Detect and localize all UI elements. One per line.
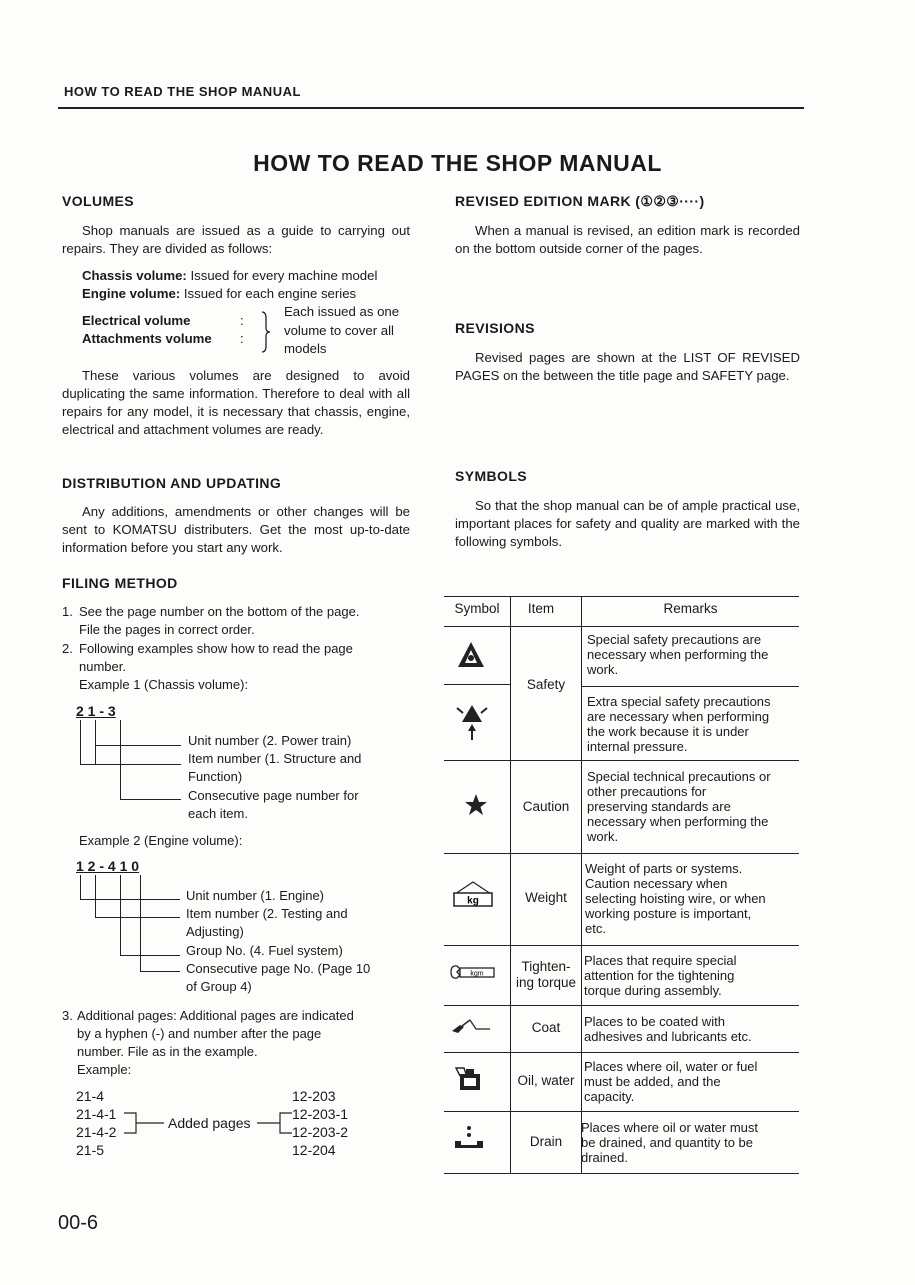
electrical-volume-label: Electrical volume — [82, 313, 191, 328]
coat-item-label: Coat — [531, 1020, 561, 1035]
symbols-heading: SYMBOLS — [455, 468, 528, 484]
filing-item-2-line-1: Following examples show how to read the page — [79, 641, 353, 656]
warning-triangle-icon — [456, 640, 486, 670]
added-pages-left — [76, 1087, 116, 1159]
filing-item-3-number: 3. — [62, 1008, 73, 1023]
example-2-unit: Unit number (1. Engine) — [186, 888, 325, 903]
page-entry: 12-203-1 — [292, 1106, 349, 1122]
weight-kg-icon — [451, 880, 495, 908]
example-2-consec-2: of Group 4) — [186, 979, 252, 994]
brace-text-3: models — [284, 341, 327, 356]
filing-item-1-line-1: See the page number on the bottom of the page. — [79, 604, 360, 619]
kg-label: kg — [467, 895, 479, 907]
revised-edition-heading: REVISED EDITION MARK (①②③····) — [455, 193, 705, 209]
example-1-consec-2: each item. — [188, 806, 248, 821]
example-2-consec-1: Consecutive page No. (Page 10 — [186, 961, 371, 976]
column-header-remarks: Remarks — [663, 601, 718, 616]
example-2-item-2: Adjusting) — [186, 924, 244, 939]
revisions-text: Revised pages are shown at the LIST OF REVISED PAGES on the between the title page and SAFETY page. — [455, 350, 800, 383]
brace-text-2: volume to cover all — [284, 323, 394, 338]
drain-item-label: Drain — [529, 1134, 563, 1149]
chassis-volume-label: Chassis volume: — [82, 268, 187, 283]
volumes-intro: Shop manuals are issued as a guide to carrying out repairs. They are divided as follows: — [62, 223, 410, 256]
page-title: HOW TO READ THE SHOP MANUAL — [253, 150, 662, 176]
example-2-page-number: 1 2 - 4 1 0 — [76, 858, 140, 874]
caution-remarks: Special technical precautions or other precautions for preserving standards are necessary when performing the work. — [587, 769, 771, 844]
example-1-page-number: 2 1 - 3 — [76, 703, 116, 719]
revisions-heading: REVISIONS — [455, 320, 535, 336]
torque-item-label: Tighten- ing torque — [515, 959, 577, 990]
running-header: HOW TO READ THE SHOP MANUAL — [64, 84, 301, 99]
filing-item-3-line-1: Additional pages: Additional pages are indicated — [77, 1008, 354, 1023]
distribution-text: Any additions, amendments or other changes will be sent to KOMATSU distributers. Get the most up-to-date information before you start any work. — [62, 504, 410, 555]
page-entry: 21-5 — [76, 1142, 105, 1158]
example-2-group: Group No. (4. Fuel system) — [186, 943, 343, 958]
revised-edition-text: When a manual is revised, an edition mark is recorded on the bottom outside corner of the pages. — [455, 223, 800, 256]
filing-heading: FILING METHOD — [62, 575, 178, 591]
header-rule — [58, 107, 804, 109]
engine-volume-line — [82, 285, 412, 303]
page-entry: 12-204 — [292, 1142, 336, 1158]
brace-text-1: Each issued as one — [284, 304, 400, 319]
filing-item-2-number: 2. — [62, 641, 73, 656]
torque-remarks: Places that require special attention for the tightening torque during assembly. — [584, 953, 737, 998]
filing-item-3-line-3: number. File as in the example. — [77, 1044, 258, 1059]
example-2-item-1: Item number (2. Testing and — [186, 906, 348, 921]
oil-can-icon — [454, 1064, 486, 1094]
caution-item-label: Caution — [522, 799, 570, 814]
pressure-remarks: Extra special safety precautions are necessary when performing the work because it is under internal pressure. — [587, 694, 771, 754]
filing-item-1-number: 1. — [62, 604, 73, 619]
safety-remarks: Special safety precautions are necessary when performing the work. — [587, 632, 769, 677]
column-header-symbol: Symbol — [454, 601, 500, 616]
page-entry: 21-4-2 — [76, 1124, 117, 1140]
oil-water-item-label: Oil, water — [517, 1073, 575, 1088]
page-entry: 21-4-1 — [76, 1106, 117, 1122]
example-1-item-2: Function) — [188, 769, 243, 784]
page-entry: 12-203-2 — [292, 1124, 349, 1140]
star-icon — [464, 793, 488, 817]
example-1-item-1: Item number (1. Structure and — [188, 751, 362, 766]
example-1-consec-1: Consecutive page number for — [188, 788, 359, 803]
drain-icon — [451, 1123, 487, 1153]
filing-item-3-line-2: by a hyphen (-) and number after the page — [77, 1026, 322, 1041]
volumes-paragraph-2: These various volumes are designed to avoid duplicating the same information. Therefore to deal with all repairs for any model, it is necessary that chassis, engine, electrical and attachment volumes are ready. — [62, 368, 410, 437]
example-1-unit: Unit number (2. Power train) — [188, 733, 352, 748]
page-entry: 12-203 — [292, 1088, 336, 1104]
example-2-label: Example 2 (Engine volume): — [79, 833, 243, 848]
weight-remarks: Weight of parts or systems. Caution necessary when selecting hoisting wire, or when working posture is important, etc. — [585, 861, 766, 936]
weight-item-label: Weight — [525, 890, 567, 905]
distribution-heading: DISTRIBUTION AND UPDATING — [62, 475, 282, 491]
electrical-colon: : — [240, 313, 244, 328]
safety-item-label: Safety — [526, 677, 566, 692]
engine-volume-text: Issued for each engine series — [183, 286, 357, 301]
page-number: 00-6 — [58, 1212, 99, 1234]
drain-remarks: Places where oil or water must be drained, and quantity to be drained. — [581, 1120, 759, 1165]
symbols-text: So that the shop manual can be of ample practical use, important places for safety and quality are marked with the following symbols. — [455, 498, 800, 549]
attachments-colon: : — [240, 331, 244, 346]
pressure-warning-icon — [454, 702, 490, 742]
chassis-volume-text: Issued for every machine model — [190, 268, 378, 283]
coat-remarks: Places to be coated with adhesives and lubricants etc. — [584, 1014, 752, 1044]
volumes-heading: VOLUMES — [62, 193, 135, 209]
page-entry: 21-4 — [76, 1088, 105, 1104]
oil-water-remarks: Places where oil, water or fuel must be added, and the capacity. — [584, 1059, 758, 1104]
filing-item-3-line-4: Example: — [77, 1062, 132, 1077]
attachments-volume-label: Attachments volume — [82, 331, 212, 346]
column-header-item: Item — [527, 601, 555, 616]
example-1-label: Example 1 (Chassis volume): — [79, 677, 249, 692]
added-pages-right — [292, 1087, 348, 1159]
filing-item-1-line-2: File the pages in correct order. — [79, 622, 255, 637]
filing-item-2-line-2: number. — [79, 659, 126, 674]
torque-wrench-icon — [448, 962, 498, 982]
engine-volume-label: Engine volume: — [82, 286, 181, 301]
chassis-volume-line — [82, 267, 412, 285]
kgm-label: kgm — [470, 970, 484, 978]
coat-brush-icon — [450, 1017, 494, 1037]
curly-brace — [258, 310, 272, 354]
added-pages-label: Added pages — [168, 1115, 251, 1131]
